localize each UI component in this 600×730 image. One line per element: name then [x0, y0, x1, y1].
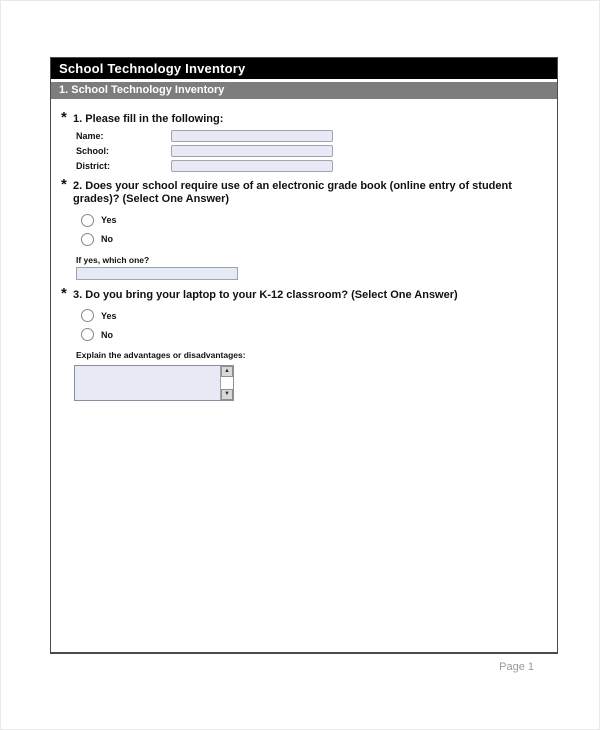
survey-form [50, 57, 558, 654]
radio-no[interactable] [81, 328, 94, 341]
which-one-input[interactable] [76, 267, 238, 280]
form-content [51, 109, 557, 401]
scroll-down-icon[interactable]: ▼ [221, 389, 233, 400]
question-2-followup [76, 255, 557, 280]
question-1-text: Please fill in the following: [85, 113, 224, 125]
radio-yes[interactable] [81, 309, 94, 322]
radio-no-label: No [101, 329, 113, 340]
which-one-label: If yes, which one? [76, 254, 150, 265]
scroll-up-icon[interactable]: ▲ [221, 366, 233, 377]
radio-yes-label: Yes [101, 310, 117, 321]
question-2-options [81, 214, 557, 246]
question-2 [51, 175, 557, 280]
question-3-text: Do you bring your laptop to your K-12 classroom? (Select One Answer) [85, 288, 458, 301]
name-label: Name: [76, 130, 104, 141]
field-row-name [76, 130, 557, 142]
school-input[interactable] [171, 145, 333, 157]
explain-label: Explain the advantages or disadvantages: [76, 350, 246, 360]
explain-textarea[interactable] [74, 365, 234, 401]
question-1-number: 1. [73, 113, 83, 125]
field-row-school [76, 145, 557, 157]
question-2-heading [61, 175, 531, 207]
option-row-yes [81, 309, 557, 322]
radio-no-label: No [101, 234, 113, 244]
question-3-heading [61, 284, 531, 303]
textarea-scrollbar[interactable] [220, 366, 233, 400]
radio-yes-label: Yes [101, 215, 117, 225]
form-title-bar [51, 58, 557, 79]
district-label: District: [76, 160, 111, 171]
question-3-options [81, 309, 557, 341]
question-2-number: 2. [73, 179, 83, 192]
question-3 [51, 284, 557, 402]
required-asterisk-icon: * [61, 284, 67, 302]
question-1-heading [61, 109, 531, 127]
page-number: Page 1 [499, 661, 534, 673]
field-row-district [76, 160, 557, 172]
radio-no[interactable] [81, 233, 94, 246]
radio-yes[interactable] [81, 214, 94, 227]
question-2-text: Does your school require use of an electronic grade book (online entry of student grades)? (Select One Answer) [73, 179, 512, 205]
section-title: 1. School Technology Inventory [59, 84, 225, 96]
question-1 [51, 109, 557, 172]
district-input[interactable] [171, 160, 333, 172]
question-1-fields [76, 130, 557, 172]
option-row-yes [81, 214, 557, 227]
section-header-bar [51, 82, 557, 99]
option-row-no [81, 328, 557, 341]
name-input[interactable] [171, 130, 333, 142]
explain-textarea-text-area[interactable] [75, 366, 220, 400]
option-row-no [81, 233, 557, 246]
question-3-number: 3. [73, 288, 83, 301]
form-title: School Technology Inventory [59, 61, 246, 76]
required-asterisk-icon: * [61, 175, 67, 193]
required-asterisk-icon: * [61, 109, 67, 126]
question-3-followup [76, 350, 557, 360]
school-label: School: [76, 145, 109, 156]
